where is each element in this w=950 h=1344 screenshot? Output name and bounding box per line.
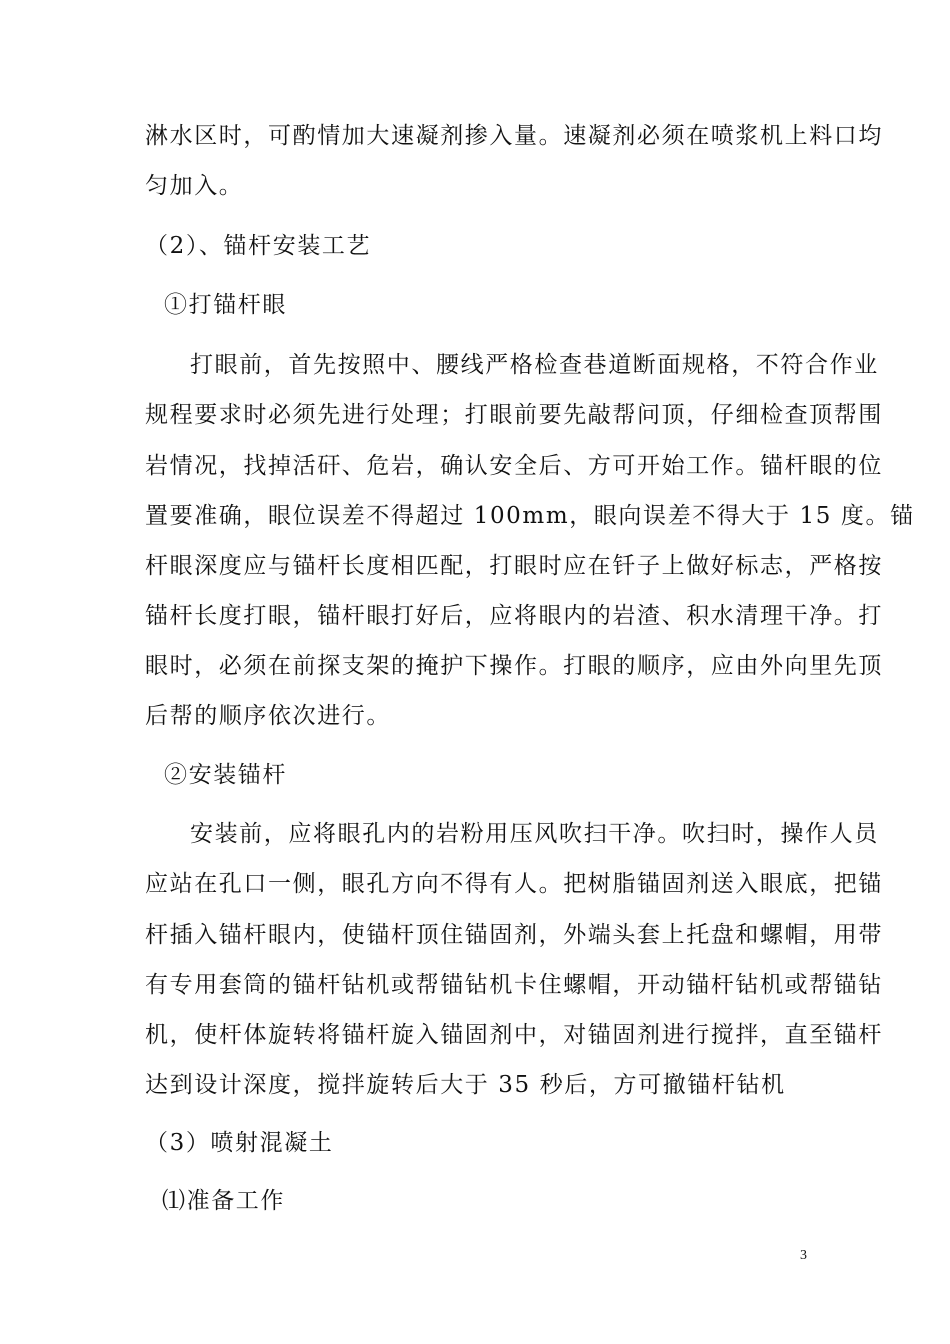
section-heading: （3）喷射混凝土 <box>145 1130 334 1156</box>
paragraph-line: 应站在孔口一侧，眼孔方向不得有人。把树脂锚固剂送入眼底，把锚 <box>145 871 883 897</box>
paragraph-line: 杆插入锚杆眼内，使锚杆顶住锚固剂，外端头套上托盘和螺帽，用带 <box>145 922 883 948</box>
paragraph-line: 打眼前，首先按照中、腰线严格检查巷道断面规格，不符合作业 <box>190 352 879 378</box>
subsection-heading: ①打锚杆眼 <box>164 292 287 318</box>
paragraph-line: 后帮的顺序依次进行。 <box>145 703 391 729</box>
paragraph-line: 机，使杆体旋转将锚杆旋入锚固剂中，对锚固剂进行搅拌，直至锚杆 <box>145 1022 883 1048</box>
subsection-heading: ⑴准备工作 <box>162 1188 285 1214</box>
paragraph-line: 淋水区时，可酌情加大速凝剂掺入量。速凝剂必须在喷浆机上料口均 <box>145 123 883 149</box>
paragraph-line: 规程要求时必须先进行处理；打眼前要先敲帮问顶，仔细检查顶帮围 <box>145 402 883 428</box>
paragraph-line: 达到设计深度，搅拌旋转后大于 35 秒后，方可撤锚杆钻机 <box>145 1072 786 1098</box>
page-number: 3 <box>800 1248 807 1263</box>
paragraph-line: 匀加入。 <box>145 173 244 199</box>
section-heading: （2）、锚杆安装工艺 <box>145 233 372 259</box>
paragraph-line: 锚杆长度打眼，锚杆眼打好后，应将眼内的岩渣、积水清理干净。打 <box>145 603 883 629</box>
paragraph-line: 眼时，必须在前探支架的掩护下操作。打眼的顺序，应由外向里先顶 <box>145 653 883 679</box>
paragraph-line: 安装前，应将眼孔内的岩粉用压风吹扫干净。吹扫时，操作人员 <box>190 821 879 847</box>
paragraph-line: 有专用套筒的锚杆钻机或帮锚钻机卡住螺帽，开动锚杆钻机或帮锚钻 <box>145 972 883 998</box>
subsection-heading: ②安装锚杆 <box>164 762 287 788</box>
paragraph-line: 岩情况，找掉活矸、危岩，确认安全后、方可开始工作。锚杆眼的位 <box>145 453 883 479</box>
paragraph-line: 杆眼深度应与锚杆长度相匹配，打眼时应在钎子上做好标志，严格按 <box>145 553 883 579</box>
paragraph-line: 置要准确，眼位误差不得超过 100mm，眼向误差不得大于 15 度。锚 <box>145 503 915 529</box>
